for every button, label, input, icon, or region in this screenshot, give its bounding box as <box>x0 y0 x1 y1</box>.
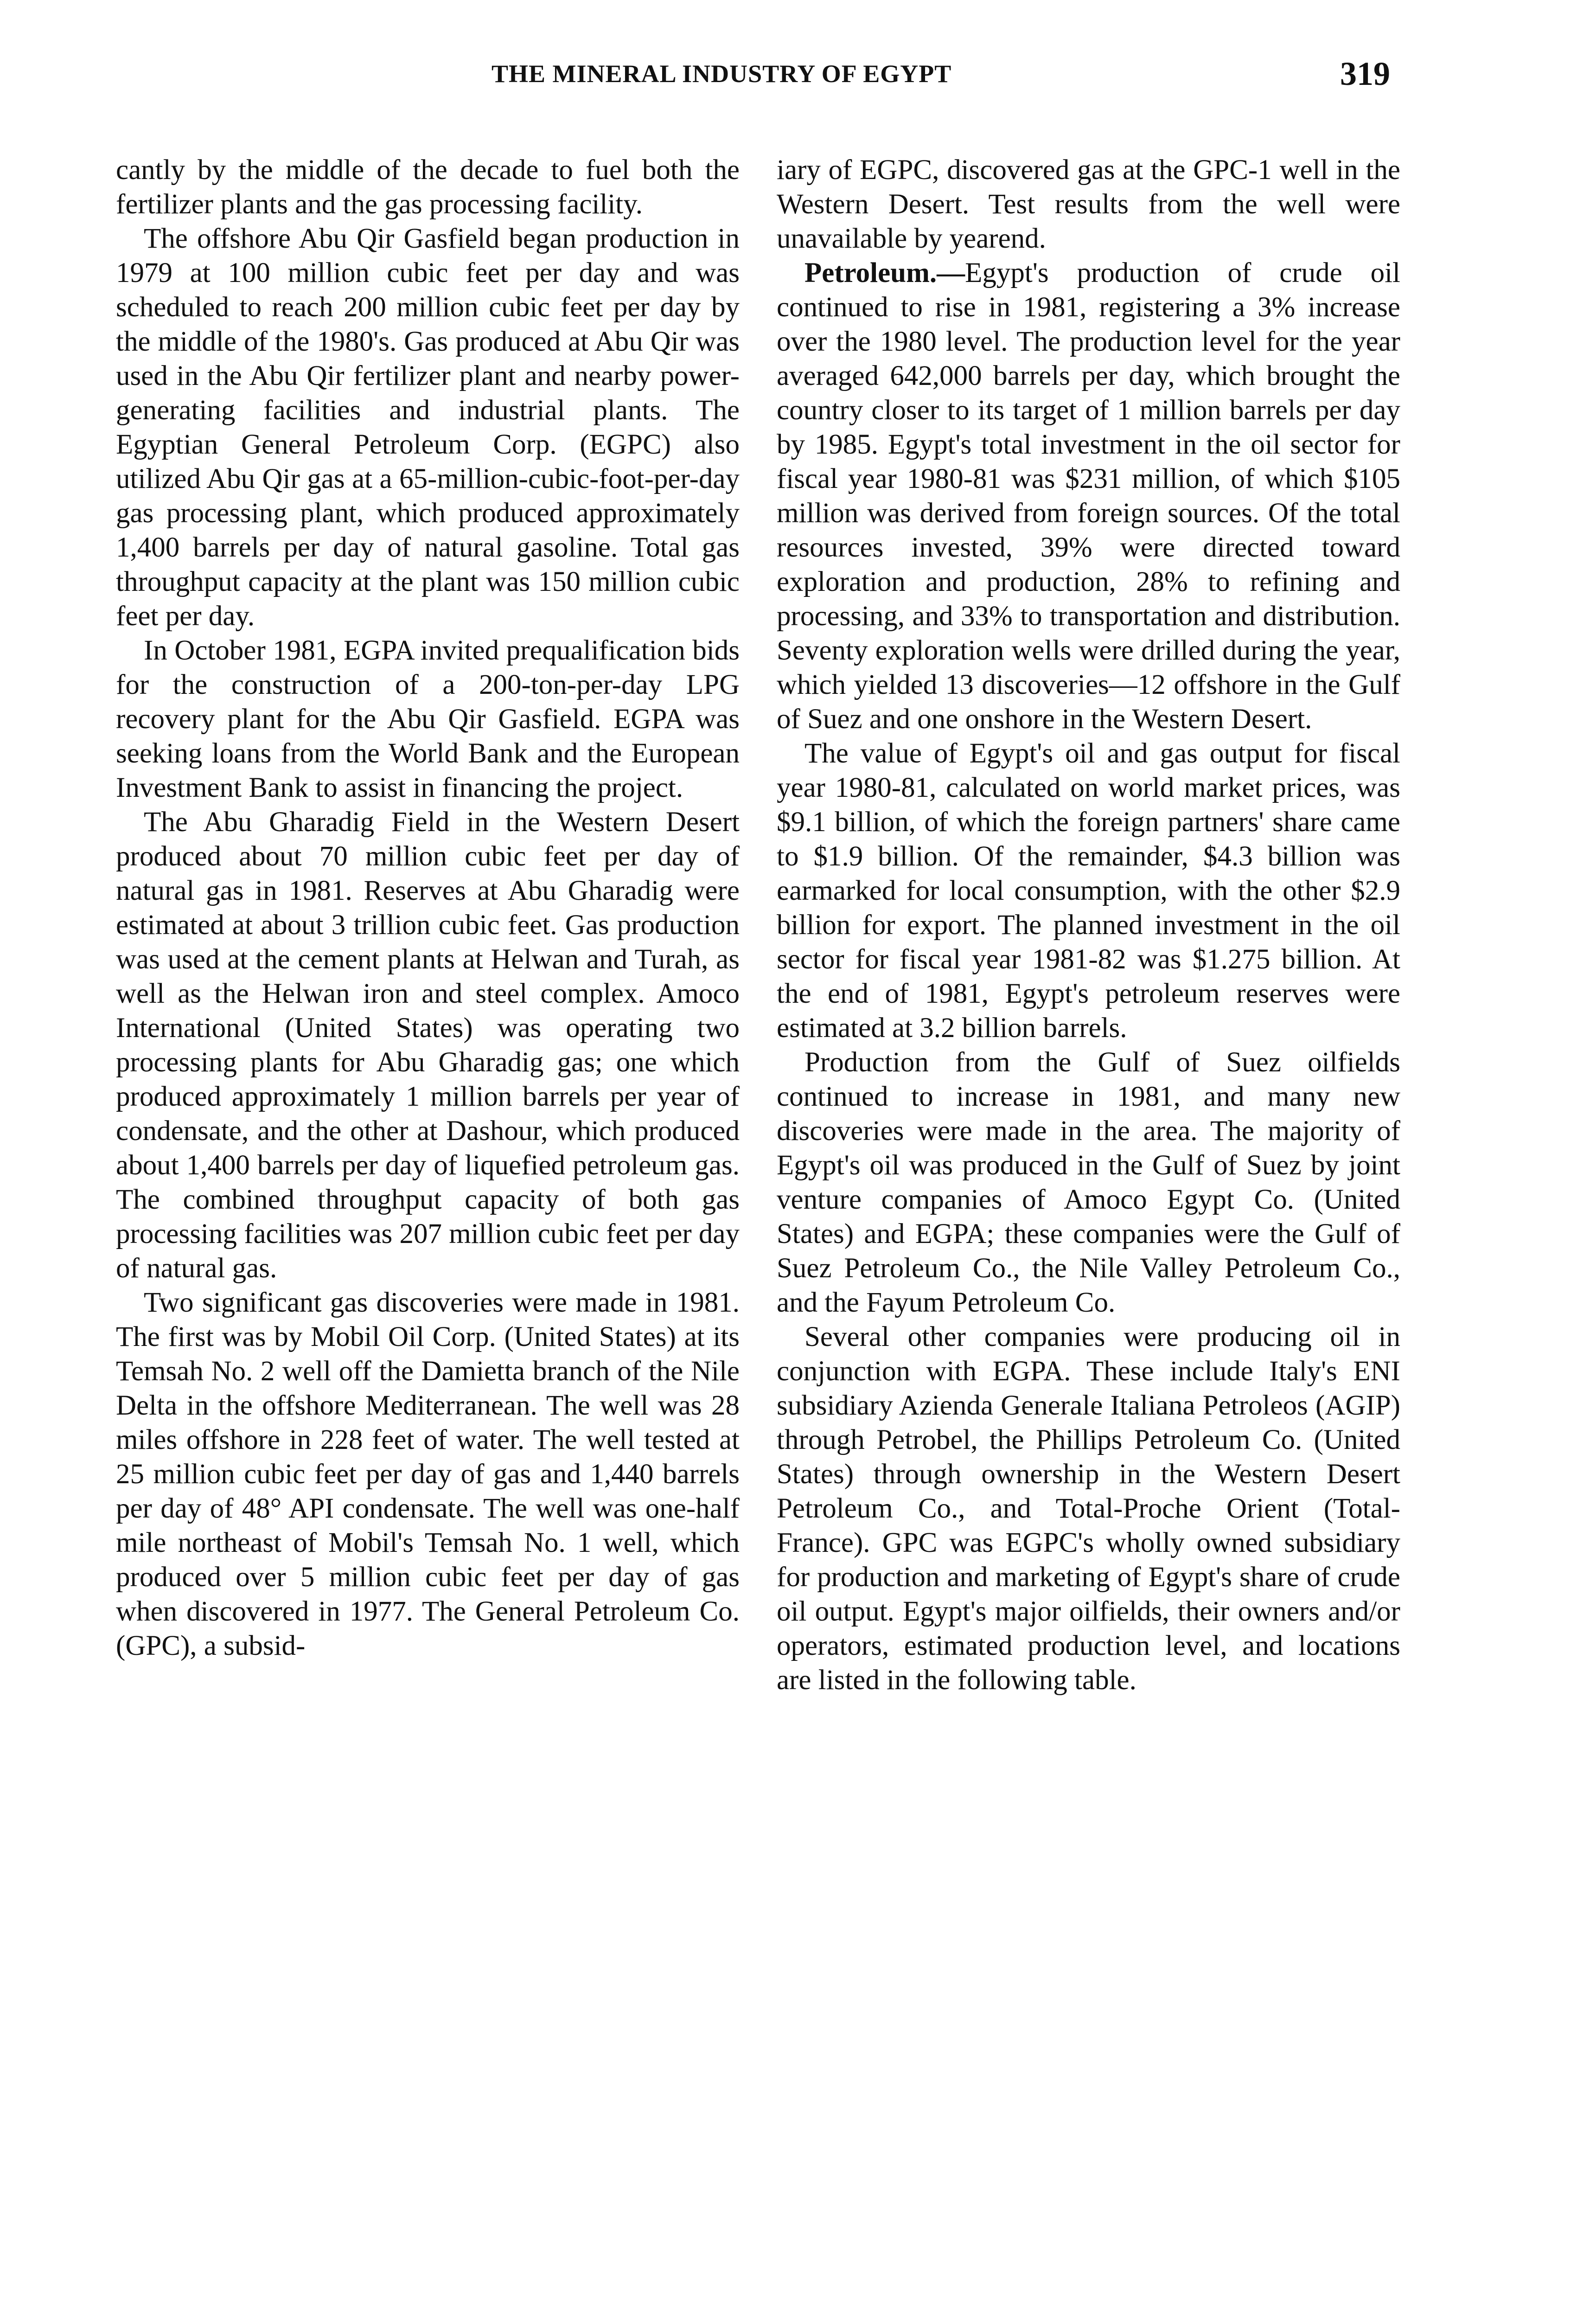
paragraph-other-companies: Several other companies were producing oil in conjunction with EGPA. These include Italy's ENI subsidiary Azienda Generale Italiana Petroleos (AGIP) through Petrobel, the Phillips Petroleum Co. (United States) through ownership in the Western Desert Petroleum Co., and Total-Proche Orient (Total-France). GPC was EGPC's wholly owned subsidiary for production and marketing of Egypt's share of crude oil output. Egypt's major oilfields, their owners and/or operators, estimated production level, and locations are listed in the following table. <box>777 1321 1400 1696</box>
paragraph-gulf-of-suez: Production from the Gulf of Suez oilfields continued to increase in 1981, and many new discoveries were made in the area. The majority of Egypt's oil was produced in the Gulf of Suez by joint venture companies of Amoco Egypt Co. (United States) and EGPA; these companies were the Gulf of Suez Petroleum Co., the Nile Valley Petroleum Co., and the Fayum Petroleum Co. <box>777 1047 1400 1318</box>
paragraph-lpg-recovery-plant: In October 1981, EGPA invited prequalification bids for the construction of a 200-ton-per-day LPG recovery plant for the Abu Qir Gasfield. EGPA was seeking loans from the World Bank and the European Investment Bank to assist in financing the project. <box>116 635 740 803</box>
paragraph-oil-gas-value: The value of Egypt's oil and gas output for fiscal year 1980-81, calculated on world market prices, was $9.1 billion, of which the foreign partners' share came to $1.9 billion. Of the remainder, $4.3 billion was earmarked for local consumption, with the other $2.9 billion for export. The planned investment in the oil sector for fiscal year 1981-82 was $1.275 billion. At the end of 1981, Egypt's petroleum reserves were estimated at 3.2 billion barrels. <box>777 738 1400 1044</box>
right-column <box>777 153 1400 1698</box>
paragraph-petroleum <box>777 256 1400 737</box>
page-number: 319 <box>1340 55 1390 92</box>
left-column <box>116 153 740 1663</box>
petroleum-text: Egypt's production of crude oil continued to rise in 1981, registering a 3% increase over the 1980 level. The production level for the year averaged 642,000 barrels per day, which brought the country closer to its target of 1 million barrels per day by 1985. Egypt's total investment in the oil sector for fiscal year 1980-81 was $231 million, of which $105 million was derived from foreign sources. Of the total resources invested, 39% were directed toward exploration and production, 28% to refining and processing, and 33% to transportation and distribution. Seventy exploration wells were drilled during the year, which yielded 13 discoveries—12 offshore in the Gulf of Suez and one onshore in the Western Desert. <box>777 257 1400 735</box>
paragraph-abu-qir-gasfield: The offshore Abu Qir Gasfield began production in 1979 at 100 million cubic feet per day and was scheduled to reach 200 million cubic feet per day by the middle of the 1980's. Gas produced at Abu Qir was used in the Abu Qir fertilizer plant and nearby power-generating facilities and industrial plants. The Egyptian General Petroleum Corp. (EGPC) also utilized Abu Qir gas at a 65-million-cubic-foot-per-day gas processing plant, which produced approximately 1,400 barrels per day of natural gasoline. Total gas throughput capacity at the plant was 150 million cubic feet per day. <box>116 223 740 632</box>
petroleum-heading: Petroleum.— <box>804 257 965 288</box>
paragraph-continuation: cantly by the middle of the decade to fuel both the fertilizer plants and the gas processing facility. <box>116 154 740 220</box>
running-head: THE MINERAL INDUSTRY OF EGYPT <box>492 60 952 88</box>
paragraph-abu-gharadig-field: The Abu Gharadig Field in the Western Desert produced about 70 million cubic feet per day of natural gas in 1981. Reserves at Abu Gharadig were estimated at about 3 trillion cubic feet. Gas production was used at the cement plants at Helwan and Turah, as well as the Helwan iron and steel complex. Amoco International (United States) was operating two processing plants for Abu Gharadig gas; one which produced approximately 1 million barrels per year of condensate, and the other at Dashour, which produced about 1,400 barrels per day of liquefied petroleum gas. The combined throughput capacity of both gas processing facilities was 207 million cubic feet per day of natural gas. <box>116 807 740 1284</box>
paragraph-gpc-continuation: iary of EGPC, discovered gas at the GPC-1 well in the Western Desert. Test results from the well were unavailable by yearend. <box>777 154 1400 254</box>
paragraph-gas-discoveries: Two significant gas discoveries were made in 1981. The first was by Mobil Oil Corp. (United States) at its Temsah No. 2 well off the Damietta branch of the Nile Delta in the offshore Mediterranean. The well was 28 miles offshore in 228 feet of water. The well tested at 25 million cubic feet per day of gas and 1,440 barrels per day of 48° API condensate. The well was one-half mile northeast of Mobil's Temsah No. 1 well, which produced over 5 million cubic feet per day of gas when discovered in 1977. The General Petroleum Co. (GPC), a subsid- <box>116 1287 740 1661</box>
